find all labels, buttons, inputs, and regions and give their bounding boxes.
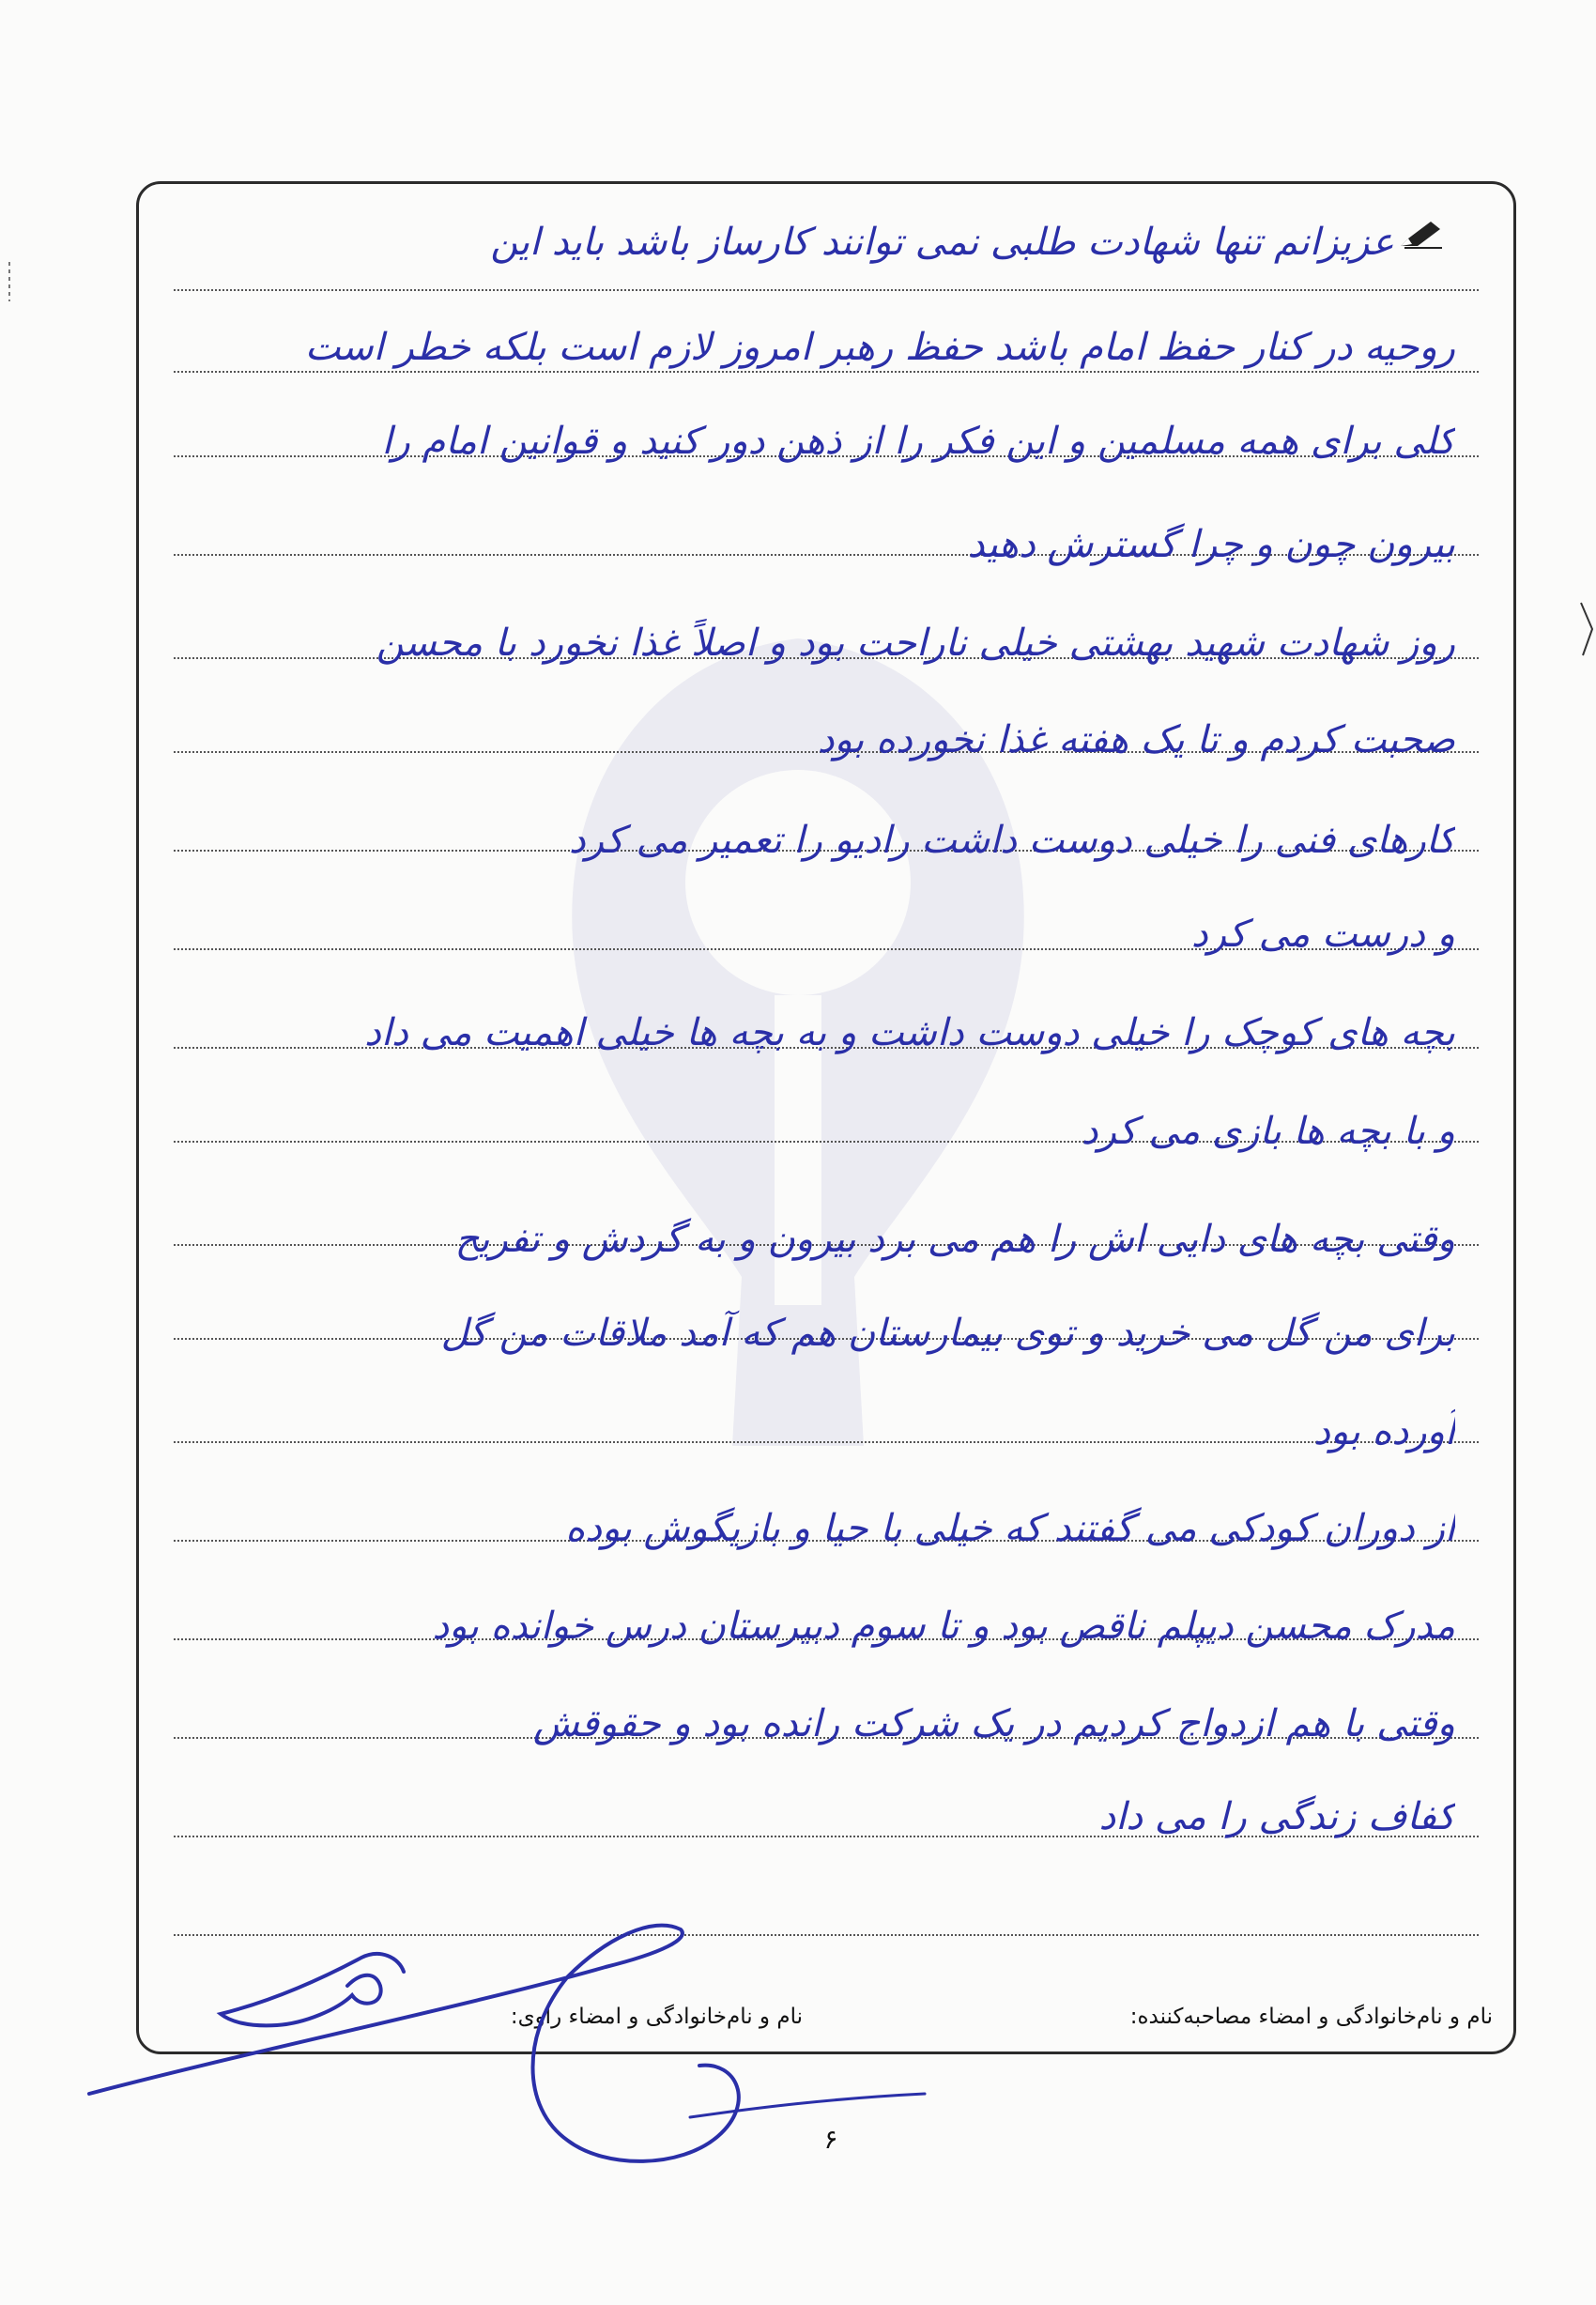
handwritten-line: وقتی بچه های دایی اش را هم می برد بیرون و به گردش و تفریح [454,1218,1455,1261]
narrator-signature-label: نام و نام‌خانوادگی و امضاء راوی: [510,2005,803,2029]
handwritten-line: صحبت کردم و تا یک هفته غذا نخورده بود [817,718,1455,761]
handwritten-line: و درست می کرد [1190,913,1455,956]
handwritten-line: روحیه در کنار حفظ امام باشد حفظ رهبر امروز لازم است بلکه خطر است [304,326,1455,369]
scan-edge-mark [1577,601,1596,657]
handwritten-line: بچه های کوچک را خیلی دوست داشت و به بچه ها خیلی اهمیت می داد [364,1011,1455,1054]
handwritten-line: بیرون چون و چرا گسترش دهید [967,523,1455,566]
handwritten-line: برای من گل می خرید و توی بیمارستان هم که آمد ملاقات من گل [440,1312,1455,1355]
handwritten-line: عزیزانم تنها شهادت طلبی نمی توانند کارساز باشد باید این [490,221,1394,264]
pencil-icon [1399,218,1444,250]
interviewer-signature [80,1901,1066,2183]
handwritten-line: آورده بود [1313,1410,1455,1453]
handwritten-line: روز شهادت شهید بهشتی خیلی ناراحت بود و اصلاً غذا نخورد با محسن [376,622,1455,665]
handwritten-line: از دوران کودکی می گفتند که خیلی با حیا و بازیگوش بوده [565,1507,1455,1550]
interviewer-signature-label: نام و نام‌خانوادگی و امضاء مصاحبه‌کننده: [1129,2005,1493,2029]
handwritten-line: کفاف زندگی را می داد [1098,1795,1455,1838]
handwritten-line: مدرک محسن دیپلم ناقص بود و تا سوم دبیرستان درس خوانده بود [432,1605,1455,1648]
page-number: ۶ [823,2124,838,2155]
handwritten-line: کلی برای همه مسلمین و این فکر را از ذهن دور کنید و قوانین امام را [381,420,1455,463]
scan-edge-mark [0,258,19,305]
handwritten-line: و با بچه ها بازی می کرد [1081,1110,1455,1153]
handwritten-line: وقتی با هم ازدواج کردیم در یک شرکت رانده بود و حقوقش [532,1702,1455,1745]
handwritten-line: کارهای فنی را خیلی دوست داشت رادیو را تعمیر می کرد [568,819,1455,862]
ruled-line [174,289,1479,291]
